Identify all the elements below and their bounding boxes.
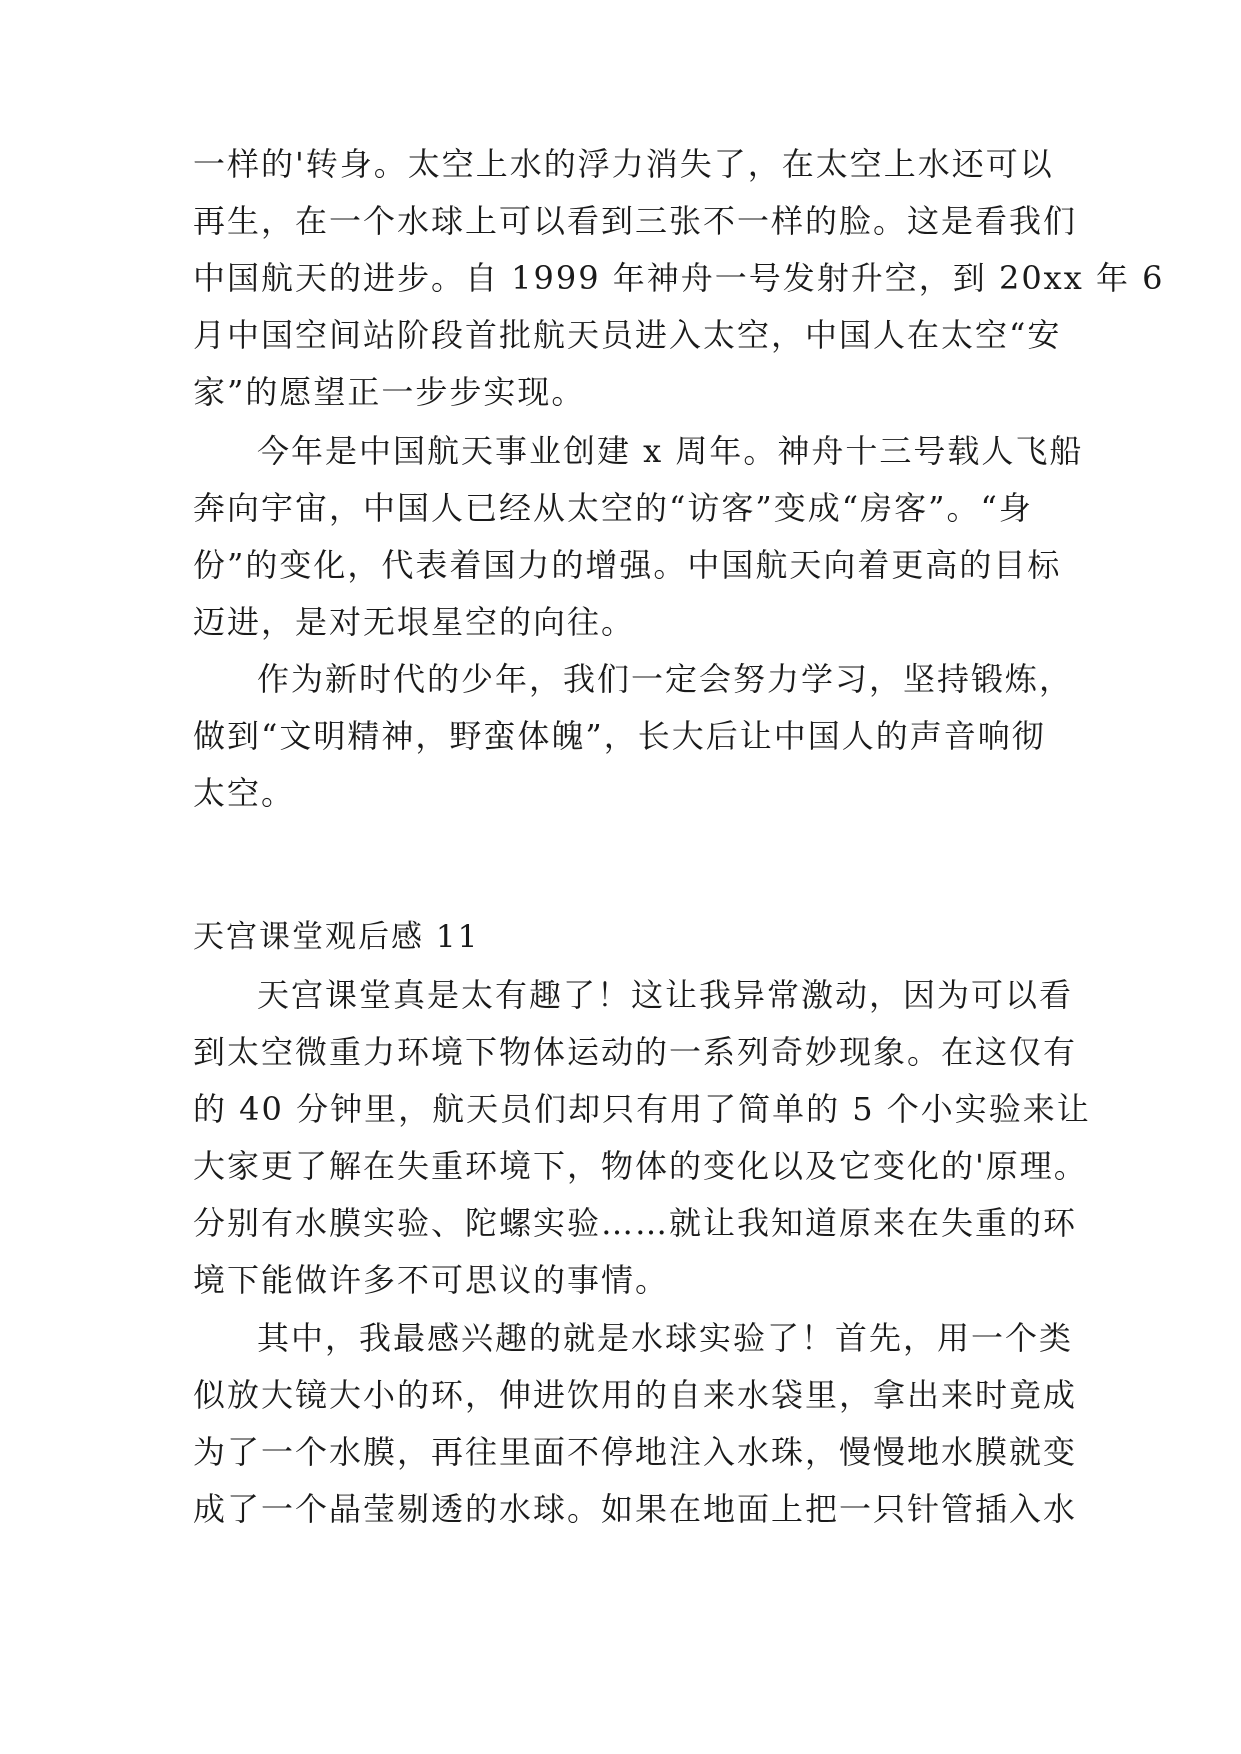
paragraph-line: 到太空微重力环境下物体运动的一系列奇妙现象。在这仅有 [193, 1033, 1078, 1071]
paragraph-line: 今年是中国航天事业创建 x 周年。神舟十三号载人飞船 [257, 432, 1084, 470]
paragraph-line: 成了一个晶莹剔透的水球。如果在地面上把一只针管插入水 [193, 1490, 1078, 1528]
paragraph-line: 太空。 [193, 774, 296, 812]
paragraph-line: 境下能做许多不可思议的事情。 [193, 1261, 670, 1299]
paragraph-line: 的 40 分钟里，航天员们却只有用了简单的 5 个小实验来让 [193, 1090, 1091, 1128]
section-heading: 天宫课堂观后感 11 [193, 919, 480, 955]
paragraph-line: 中国航天的进步。自 1999 年神舟一号发射升空，到 20xx 年 6 [193, 259, 1165, 297]
paragraph-line: 分别有水膜实验、陀螺实验……就让我知道原来在失重的环 [193, 1204, 1078, 1242]
paragraph-line: 似放大镜大小的环，伸进饮用的自来水袋里，拿出来时竟成 [193, 1376, 1078, 1414]
paragraph-line: 为了一个水膜，再往里面不停地注入水珠，慢慢地水膜就变 [193, 1433, 1078, 1471]
paragraph-line: 一样的'转身。太空上水的浮力消失了，在太空上水还可以 [193, 145, 1054, 183]
paragraph-line: 做到“文明精神，野蛮体魄”，长大后让中国人的声音响彻 [193, 717, 1046, 755]
paragraph-line: 作为新时代的少年，我们一定会努力学习，坚持锻炼， [257, 660, 1074, 698]
paragraph-line: 份”的变化，代表着国力的增强。中国航天向着更高的目标 [193, 546, 1062, 584]
paragraph-line: 家”的愿望正一步步实现。 [193, 373, 586, 411]
paragraph-line: 天宫课堂真是太有趣了！这让我异常激动，因为可以看 [257, 976, 1074, 1014]
paragraph-line: 再生，在一个水球上可以看到三张不一样的脸。这是看我们 [193, 202, 1078, 240]
paragraph-line: 其中，我最感兴趣的就是水球实验了！首先，用一个类 [257, 1319, 1074, 1357]
paragraph-line: 月中国空间站阶段首批航天员进入太空，中国人在太空“安 [193, 316, 1062, 354]
paragraph-line: 迈进，是对无垠星空的向往。 [193, 603, 636, 641]
paragraph-line: 大家更了解在失重环境下，物体的变化以及它变化的'原理。 [193, 1147, 1088, 1185]
paragraph-line: 奔向宇宙，中国人已经从太空的“访客”变成“房客”。“身 [193, 489, 1033, 527]
